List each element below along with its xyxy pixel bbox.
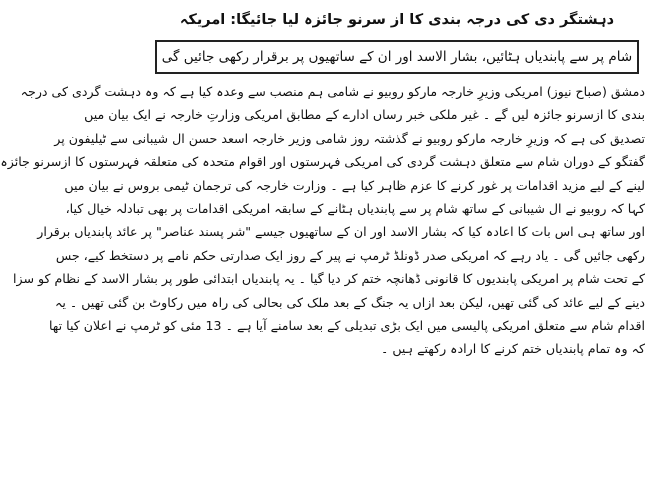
body-line: رکھی جائیں گی ۔ یاد رہے کہ امریکی صدر ڈونلڈ ٹرمپ نے پیر کے روز ایک صدارتی حکم نامے پر دستخط کیے، جس [55,247,645,263]
body-line: اور ساتھ ہی اس بات کا اعادہ کیا کہ بشار الاسد اور ان کے ساتھیوں جیسے "شر پسند عناصر" پر عائد پابندیاں برقرار [37,224,645,240]
body-line: لینے کے لیے مزید اقدامات پر غور کرنے کا عزم ظاہر کیا ہے ۔ وزارت خارجہ کی ترجمان ٹیمی بروس نے بیان میں [64,177,645,193]
body-line-last: کہ وہ تمام پابندیاں ختم کرنے کا ارادہ رکھتے ہیں ۔ [380,341,645,357]
body-line: دینے کے لیے عائد کی گئی تھیں، لیکن بعد ازاں یہ جنگ کے بعد ملک کی بحالی کی راہ میں رکاوٹ بن گئی تھیں ۔ یہ [54,294,645,310]
body-line: دمشق (صباح نیوز) امریکی وزیرِ خارجہ مارکو روبیو نے شامی ہم منصب سے وعدہ کیا ہے کہ وہ دہشت گردی کی درجہ [20,84,645,99]
body-line: کے تحت شام پر امریکی پابندیوں کا قانونی ڈھانچہ ختم کر دیا گیا ۔ یہ پابندیاں ابتدائی طور پر بشار الاسد کے نظام کو سزا [13,271,645,287]
subheadline-box: شام پر سے پابندیاں ہٹائیں، بشار الاسد اور ان کے ساتھیوں پر برقرار رکھی جائیں گی [155,40,639,74]
body-line: گفتگو کے دوران شام سے متعلق دہشت گردی کی امریکی فہرستوں اور اقوام متحدہ کی متعلقہ فہرستوں کا ازسرنو جائزہ [0,154,645,170]
body-line: بندی کا ازسرنو جائزہ لیں گے ۔ غیر ملکی خبر رساں ادارے کے مطابق امریکی وزارتِ خارجہ نے ایک بیان میں [84,107,645,123]
body-line: اقدام شام سے متعلق امریکی پالیسی میں ایک بڑی تبدیلی کے بعد سامنے آیا ہے ۔ 13 مئی کو ٹرمپ نے اعلان کیا تھا [48,317,645,333]
body-line: تصدیق کی ہے کہ وزیرِ خارجہ مارکو روبیو نے گذشتہ روز شامی وزیر خارجہ اسعد حسن ال شیبانی سے ٹیلیفون پر [54,130,645,146]
article-body [0,80,645,361]
body-line: کہا کہ روبیو نے ال شیبانی کے ساتھ شام پر سے پابندیاں ہٹانے کے سابقہ امریکی اقدامات پر بھی تبادلہ خیال کیا، [65,200,645,216]
headline: دہشتگر دی کی درجہ بندی کا از سرنو جائزہ لیا جائیگا: امریکہ [179,12,615,28]
